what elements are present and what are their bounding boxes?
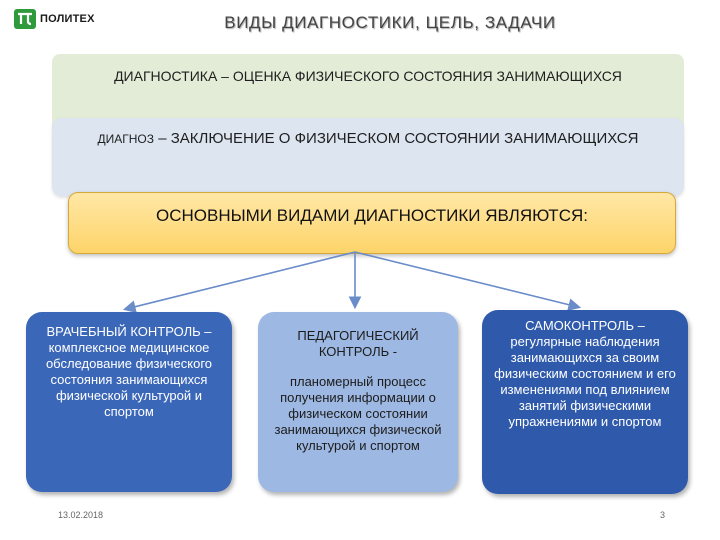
diagnosis-definition-band <box>52 118 684 196</box>
diagnostics-definition-text: ДИАГНОСТИКА – ОЦЕНКА ФИЗИЧЕСКОГО СОСТОЯНИЯ ЗАНИМАЮЩИХСЯ <box>114 68 622 84</box>
diagnosis-rest: – ЗАКЛЮЧЕНИЕ О ФИЗИЧЕСКОМ СОСТОЯНИИ ЗАНИМАЮЩИХСЯ <box>154 130 639 147</box>
politeh-logo-icon <box>14 9 36 29</box>
logo-text: ПОЛИТЕХ <box>40 13 95 25</box>
logo <box>14 9 95 29</box>
card-medical-control <box>26 312 232 492</box>
card-pedagogical-control <box>258 312 458 492</box>
card-pedagogical-head: ПЕДАГОГИЧЕСКИЙ КОНТРОЛЬ - <box>297 328 419 359</box>
card-self-control <box>482 310 688 494</box>
arrow-right <box>355 252 578 307</box>
diagnosis-term: ДИАГНОЗ <box>97 132 155 146</box>
footer-date: 13.02.2018 <box>58 510 104 520</box>
main-heading-box <box>68 192 676 254</box>
main-heading: ОСНОВНЫМИ ВИДАМИ ДИАГНОСТИКИ ЯВЛЯЮТСЯ: <box>156 206 588 225</box>
card-self-body: регулярные наблюдения занимающихся за своим физическим состоянием и его изменениями под влиянием занятий физическими упражнениями и спортом <box>494 334 676 429</box>
page-number: 3 <box>660 510 666 520</box>
card-medical-head: ВРАЧЕБНЫЙ КОНТРОЛЬ – <box>46 324 212 339</box>
diagnosis-definition-text <box>52 128 684 150</box>
card-pedagogical-body: планомерный процесс получения информации о физическом состоянии занимающихся физической культурой и спортом <box>274 374 442 453</box>
slide-title: ВИДЫ ДИАГНОСТИКИ, ЦЕЛЬ, ЗАДАЧИ <box>224 13 556 32</box>
card-self-head: САМОКОНТРОЛЬ – <box>525 318 645 333</box>
card-medical-body: комплексное медицинское обследование физического состояния занимающихся физической культурой и спортом <box>45 340 213 419</box>
arrow-left <box>126 252 355 309</box>
